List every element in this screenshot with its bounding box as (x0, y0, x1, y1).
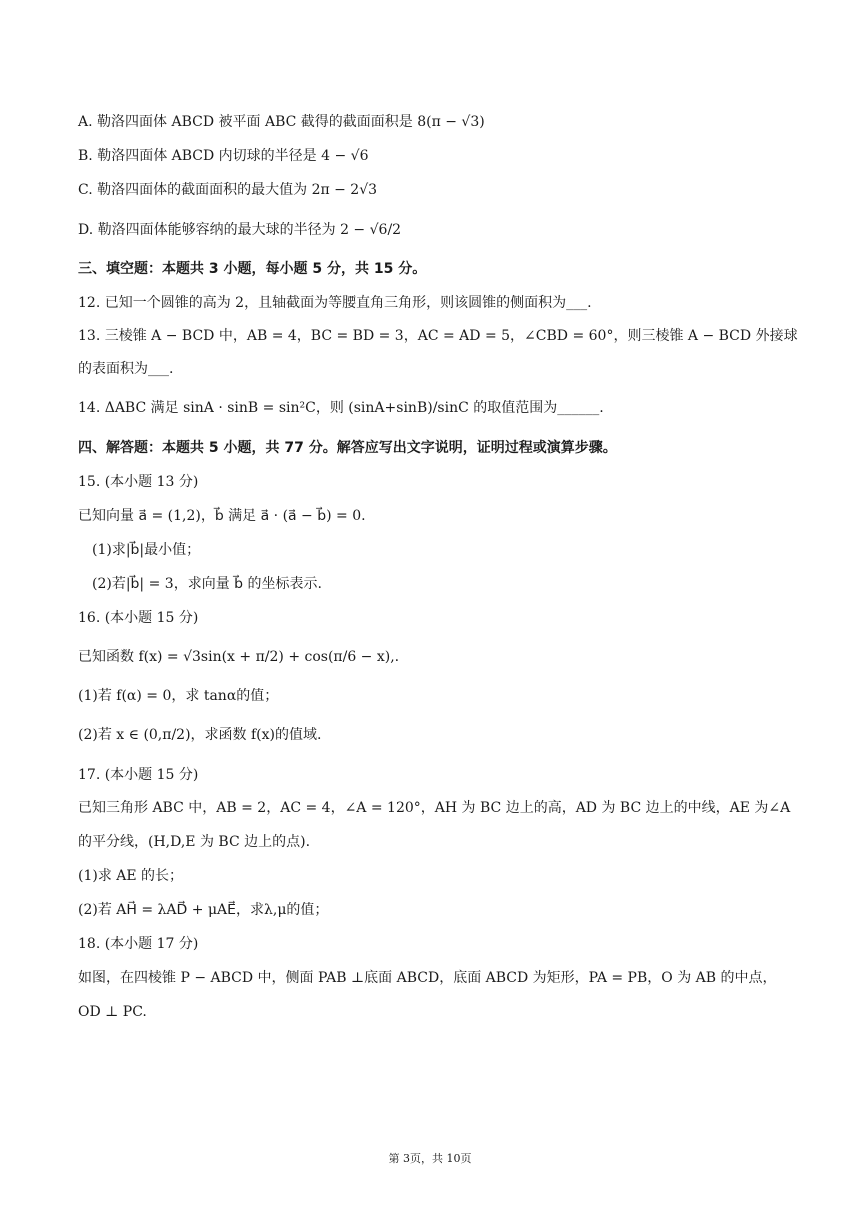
question-15-stem: 已知向量 a⃗ = (1,2)，b⃗ 满足 a⃗ · (a⃗ − b⃗) = 0. (78, 508, 366, 524)
option-a: A. 勒洛四面体 ABCD 被平面 ABC 截得的截面面积是 8(π − √3) (78, 114, 485, 130)
question-18-stem: 如图，在四棱锥 P − ABCD 中，侧面 PAB ⊥底面 ABCD，底面 ABCD 为矩形，PA = PB，O 为 AB 的中点， (78, 970, 777, 986)
question-16-heading: 16. (本小题 15 分) (78, 610, 199, 626)
question-13: 13. 三棱锥 A − BCD 中，AB = 4，BC = BD = 3，AC = AD = 5，∠CBD = 60°，则三棱锥 A − BCD 外接球 (78, 328, 798, 344)
question-16-stem: 已知函数 f(x) = √3sin(x + π/2) + cos(π/6 − x),. (78, 649, 400, 665)
option-c: C. 勒洛四面体的截面面积的最大值为 2π − 2√3 (78, 182, 378, 198)
question-17-part-1: (1)求 AE 的长； (78, 868, 184, 884)
question-13-cont: 的表面积为___. (78, 361, 174, 377)
question-17-stem: 已知三角形 ABC 中，AB = 2，AC = 4，∠A = 120°，AH 为 BC 边上的高，AD 为 BC 边上的中线，AE 为∠A (78, 800, 791, 816)
question-14: 14. ΔABC 满足 sinA · sinB = sin²C，则 (sinA+sinB)/sinC 的取值范围为______. (78, 400, 604, 416)
question-15-part-2: (2)若|b⃗| = 3，求向量 b⃗ 的坐标表示. (92, 576, 322, 592)
question-17-stem-cont: 的平分线，(H,D,E 为 BC 边上的点). (78, 834, 311, 850)
question-16-part-2: (2)若 x ∈ (0,π/2)，求函数 f(x)的值域. (78, 727, 322, 743)
question-15-heading: 15. (本小题 13 分) (78, 474, 199, 490)
option-d: D. 勒洛四面体能够容纳的最大球的半径为 2 − √6/2 (78, 222, 402, 238)
question-18-stem-cont: OD ⊥ PC. (78, 1004, 147, 1020)
section-heading-fill-in: 三、填空题：本题共 3 小题，每小题 5 分，共 15 分。 (78, 261, 427, 277)
option-b: B. 勒洛四面体 ABCD 内切球的半径是 4 − √6 (78, 148, 369, 164)
question-15-part-1: (1)求|b⃗|最小值； (92, 542, 201, 558)
question-16-part-1: (1)若 f(α) = 0，求 tanα的值； (78, 688, 279, 704)
page-footer: 第 3页，共 10页 (388, 1152, 472, 1165)
question-12: 12. 已知一个圆锥的高为 2，且轴截面为等腰直角三角形，则该圆锥的侧面积为___. (78, 295, 592, 311)
question-17-heading: 17. (本小题 15 分) (78, 767, 199, 783)
question-18-heading: 18. (本小题 17 分) (78, 936, 199, 952)
section-heading-answers: 四、解答题：本题共 5 小题，共 77 分。解答应写出文字说明，证明过程或演算步骤。 (78, 440, 617, 456)
question-17-part-2: (2)若 AH⃗ = λAD⃗ + μAE⃗，求λ,μ的值； (78, 902, 329, 918)
